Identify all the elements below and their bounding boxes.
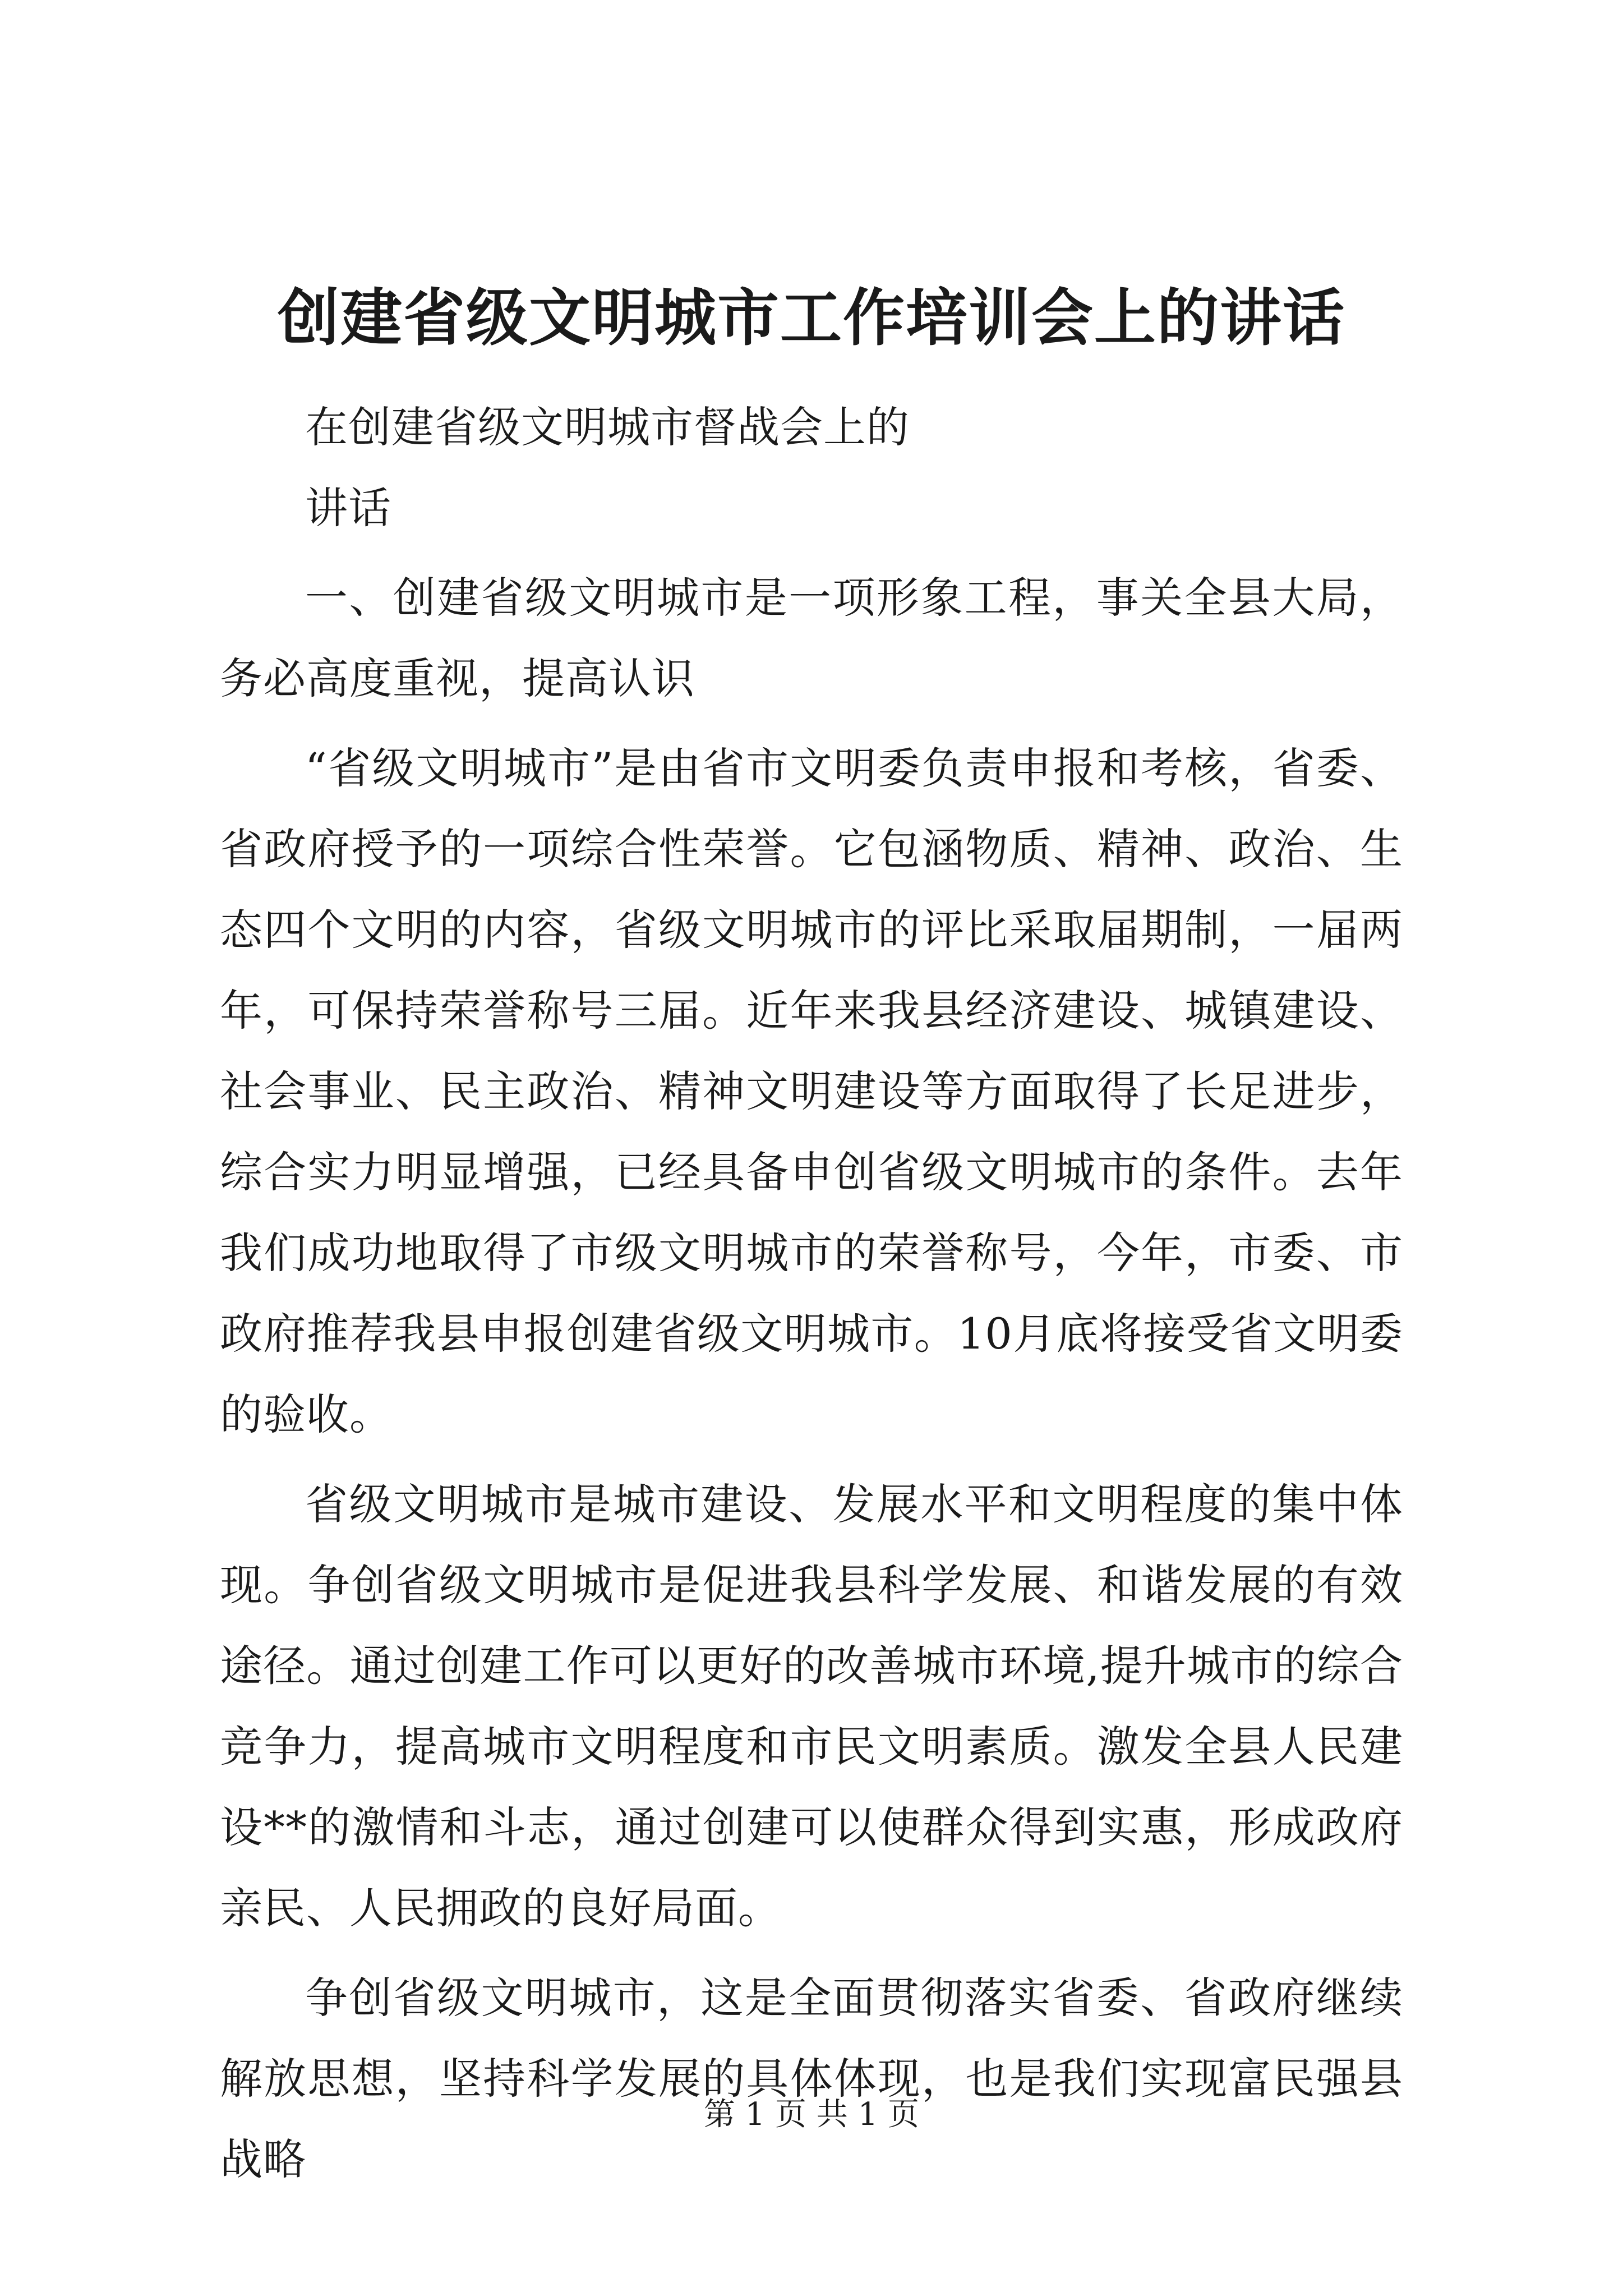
- subtitle-line-2: 讲话: [305, 483, 391, 533]
- page-footer: [0, 2096, 1623, 2133]
- document-title: 创建省级文明城市工作培训会上的讲话: [278, 282, 1345, 354]
- subtitle-line-1: 在创建省级文明城市督战会上的: [305, 402, 910, 452]
- document-body: [220, 387, 1403, 2209]
- section-heading-1: 一、创建省级文明城市是一项形象工程，事关全县大局，务必高度重视，提高认识: [220, 573, 1403, 703]
- body-paragraph: 争创省级文明城市，这是全面贯彻落实省委、省政府继续解放思想，坚持科学发展的具体体现，也是我们实现富民强县战略: [220, 1973, 1403, 2184]
- body-paragraph: 省级文明城市是城市建设、发展水平和文明程度的集中体现。争创省级文明城市是促进我县科学发展、和谐发展的有效途径。通过创建工作可以更好的改善城市环境,提升城市的综合竞争力，提高城市文明程度和市民文明素质。激发全县人民建设**的激情和斗志，通过创建可以使群众得到实惠，形成政府亲民、人民拥政的良好局面。: [220, 1479, 1403, 1933]
- page-number: 第 1 页 共 1 页: [703, 2096, 920, 2133]
- body-paragraph: “省级文明城市”是由省市文明委负责申报和考核，省委、省政府授予的一项综合性荣誉。它包涵物质、精神、政治、生态四个文明的内容，省级文明城市的评比采取届期制，一届两年，可保持荣誉称号三届。近年来我县经济建设、城镇建设、社会事业、民主政治、精神文明建设等方面取得了长足进步，综合实力明显增强，已经具备申创省级文明城市的条件。去年我们成功地取得了市级文明城市的荣誉称号，今年，市委、市政府推荐我县申报创建省级文明城市。10月底将接受省文明委的验收。: [220, 743, 1403, 1439]
